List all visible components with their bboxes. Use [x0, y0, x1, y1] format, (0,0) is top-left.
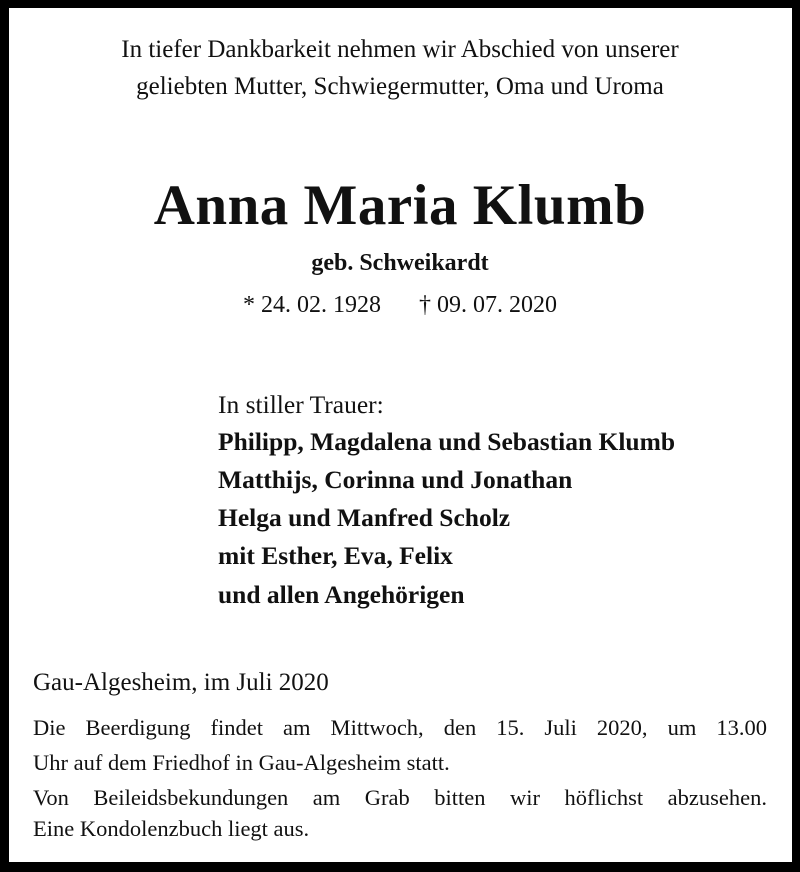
intro-line-1: In tiefer Dankbarkeit nehmen wir Abschied von unserer: [121, 36, 679, 63]
deceased-name: Anna Maria Klumb: [153, 174, 647, 237]
notice-line: Uhr auf dem Friedhof in Gau-Algesheim statt.: [33, 750, 450, 775]
mourners-heading: In stiller Trauer:: [218, 390, 384, 419]
death-date: † 09. 07. 2020: [419, 292, 557, 318]
mourner-line: Matthijs, Corinna und Jonathan: [218, 465, 573, 494]
maiden-name: geb. Schweikardt: [311, 250, 489, 276]
birth-date: * 24. 02. 1928: [243, 292, 381, 318]
life-dates: [0, 293, 800, 317]
notice-line: Die Beerdigung findet am Mittwoch, den 15. Juli 2020, um 13.00: [33, 715, 767, 740]
place-date: Gau-Algesheim, im Juli 2020: [33, 669, 329, 696]
mourner-line: und allen Angehörigen: [218, 580, 465, 609]
intro-line-2: geliebten Mutter, Schwiegermutter, Oma und Uroma: [136, 73, 664, 100]
notice-line: Von Beileidsbekundungen am Grab bitten wir höflichst abzusehen.: [33, 785, 767, 810]
mourner-line: mit Esther, Eva, Felix: [218, 541, 453, 570]
mourner-line: Helga und Manfred Scholz: [218, 503, 511, 532]
mourner-line: Philipp, Magdalena und Sebastian Klumb: [218, 427, 676, 456]
notice-line: Eine Kondolenzbuch liegt aus.: [33, 816, 310, 841]
